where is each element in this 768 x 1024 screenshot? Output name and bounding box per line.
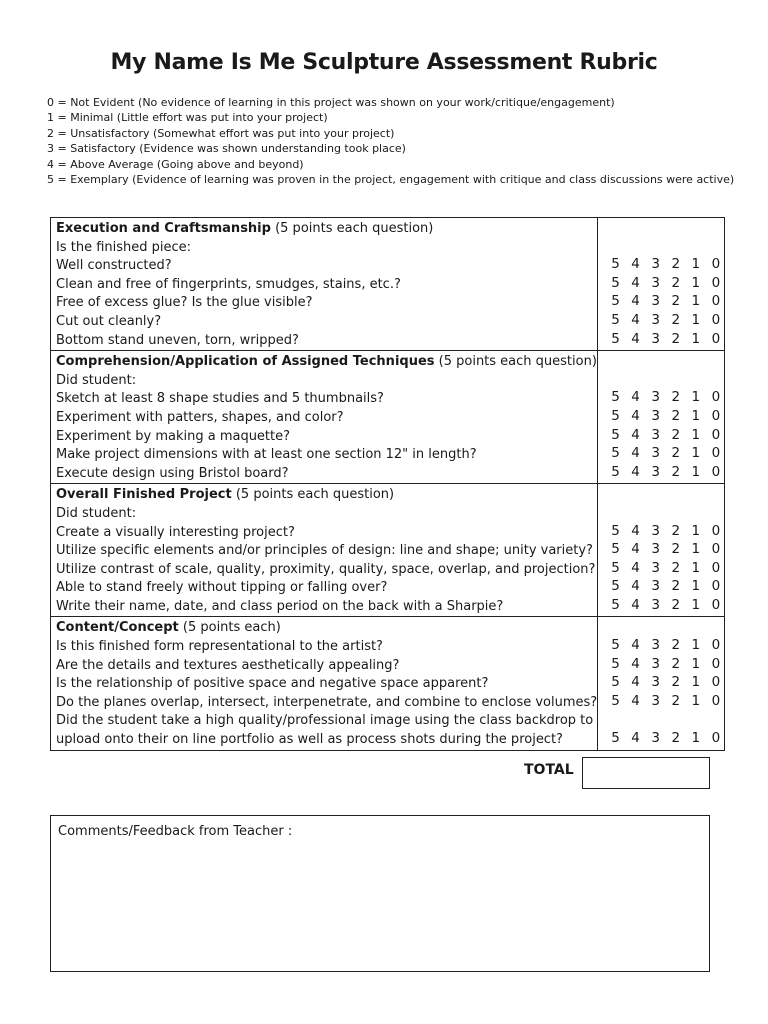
- score-options[interactable]: 5 4 3 2 1 0: [611, 637, 724, 654]
- criterion-question: Is the relationship of positive space and negative space apparent?: [56, 676, 489, 692]
- criterion-question: Experiment with patters, shapes, and color?: [56, 409, 344, 425]
- page-title: My Name Is Me Sculpture Assessment Rubric: [110, 50, 658, 75]
- score-spacer: [598, 370, 724, 389]
- legend-line: 0 = Not Evident (No evidence of learning in this project was shown on your work/critique/engagement): [47, 96, 615, 109]
- criterion-question: Utilize specific elements and/or principles of design: line and shape; unity variety?: [56, 543, 593, 559]
- criteria-cell: [51, 218, 598, 351]
- score-options[interactable]: 5 4 3 2 1 0: [611, 578, 724, 595]
- section-title: Execution and Craftsmanship: [56, 221, 271, 236]
- criterion-question: Bottom stand uneven, torn, wripped?: [56, 332, 299, 348]
- rubric-section: [51, 617, 725, 750]
- criterion-question: Well constructed?: [56, 258, 172, 274]
- score-options[interactable]: 5 4 3 2 1 0: [611, 730, 724, 747]
- criterion-question: Make project dimensions with at least one section 12" in length?: [56, 447, 477, 463]
- score-options[interactable]: 5 4 3 2 1 0: [611, 389, 724, 406]
- score-options[interactable]: 5 4 3 2 1 0: [611, 293, 724, 310]
- score-options[interactable]: 5 4 3 2 1 0: [611, 426, 724, 443]
- comments-box[interactable]: [50, 815, 710, 972]
- total-label: TOTAL: [524, 762, 574, 778]
- criterion-question: Write their name, date, and class period on the back with a Sharpie?: [56, 598, 504, 614]
- score-options[interactable]: 5 4 3 2 1 0: [611, 559, 724, 576]
- criterion-question: Free of excess glue? Is the glue visible?: [56, 295, 313, 311]
- score-spacer: [598, 617, 724, 636]
- rubric-section: [51, 218, 725, 351]
- section-points-note: (5 points each question): [231, 487, 395, 503]
- criterion-question: Cut out cleanly?: [56, 313, 162, 329]
- criterion-question: Is this finished form representational to the artist?: [56, 639, 383, 655]
- legend-line: 2 = Unsatisfactory (Somewhat effort was put into your project): [47, 126, 395, 140]
- scores-cell: [598, 484, 725, 617]
- score-options[interactable]: 5 4 3 2 1 0: [611, 407, 724, 424]
- score-spacer: [598, 218, 724, 237]
- score-legend: [47, 95, 734, 187]
- criteria-cell: [51, 351, 598, 484]
- score-options[interactable]: 5 4 3 2 1 0: [611, 596, 724, 613]
- section-points-note: (5 points each question): [434, 354, 597, 370]
- criterion-prompt: Is the finished piece:: [56, 239, 192, 255]
- criteria-cell: [51, 484, 598, 617]
- score-options[interactable]: 5 4 3 2 1 0: [611, 463, 724, 480]
- score-options[interactable]: 5 4 3 2 1 0: [611, 311, 724, 328]
- legend-line: 3 = Satisfactory (Evidence was shown understanding took place): [47, 142, 406, 156]
- total-box[interactable]: [582, 757, 710, 789]
- section-heading: [56, 353, 597, 372]
- scores-cell: [598, 617, 725, 750]
- score-options[interactable]: 5 4 3 2 1 0: [611, 522, 724, 539]
- criterion-question: Experiment by making a maquette?: [56, 428, 291, 444]
- criteria-cell: [51, 617, 598, 750]
- legend-line: 5 = Exemplary (Evidence of learning was proven in the project, engagement with critique and class discussions were active): [47, 173, 735, 187]
- criterion-question: upload onto their on line portfolio as well as process shots during the project?: [56, 732, 563, 748]
- criterion-question: Utilize contrast of scale, quality, proximity, quality, space, overlap, and projection?: [56, 561, 596, 577]
- section-title: Overall Finished Project: [56, 487, 232, 503]
- rubric-section: [51, 351, 725, 484]
- section-points-note: (5 points each): [178, 620, 281, 636]
- legend-line: 4 = Above Average (Going above and beyond): [47, 157, 304, 171]
- criterion-question: Create a visually interesting project?: [56, 524, 295, 540]
- criterion-question: Do the planes overlap, intersect, interpenetrate, and combine to enclose volumes?: [56, 694, 598, 710]
- score-options[interactable]: 5 4 3 2 1 0: [611, 445, 724, 462]
- scores-cell: [598, 218, 725, 351]
- score-options[interactable]: 5 4 3 2 1 0: [611, 692, 724, 709]
- score-spacer: [598, 237, 724, 256]
- section-heading: [56, 619, 597, 638]
- score-options[interactable]: 5 4 3 2 1 0: [611, 674, 724, 691]
- criterion-question: Clean and free of fingerprints, smudges, stains, etc.?: [56, 276, 401, 292]
- section-title: Content/Concept: [56, 620, 179, 636]
- section-points-note: (5 points each question): [270, 221, 434, 236]
- section-heading: [56, 486, 597, 505]
- criterion-question: Able to stand freely without tipping or falling over?: [56, 580, 388, 596]
- score-spacer: [598, 351, 724, 370]
- criterion-question: Execute design using Bristol board?: [56, 465, 289, 481]
- score-options[interactable]: 5 4 3 2 1 0: [611, 541, 724, 558]
- section-title: Comprehension/Application of Assigned Techniques: [56, 354, 435, 370]
- score-options[interactable]: 5 4 3 2 1 0: [611, 330, 724, 347]
- score-spacer: [598, 503, 724, 522]
- rubric-table: [50, 217, 725, 751]
- criterion-prompt: Did student:: [56, 372, 137, 388]
- score-options[interactable]: 5 4 3 2 1 0: [611, 256, 724, 273]
- criterion-prompt: Did student:: [56, 505, 137, 521]
- criterion-prompt: Did the student take a high quality/professional image using the class backdrop to: [56, 713, 594, 729]
- comments-label: Comments/Feedback from Teacher :: [58, 824, 293, 839]
- criterion-question: Sketch at least 8 shape studies and 5 thumbnails?: [56, 391, 384, 407]
- score-options[interactable]: 5 4 3 2 1 0: [611, 655, 724, 672]
- section-heading: [56, 220, 597, 239]
- legend-line: 1 = Minimal (Little effort was put into your project): [47, 111, 328, 125]
- score-options[interactable]: 5 4 3 2 1 0: [611, 274, 724, 291]
- score-spacer: [598, 484, 724, 503]
- criterion-question: Are the details and textures aesthetically appealing?: [56, 657, 400, 673]
- score-spacer: [598, 710, 724, 729]
- rubric-section: [51, 484, 725, 617]
- scores-cell: [598, 351, 725, 484]
